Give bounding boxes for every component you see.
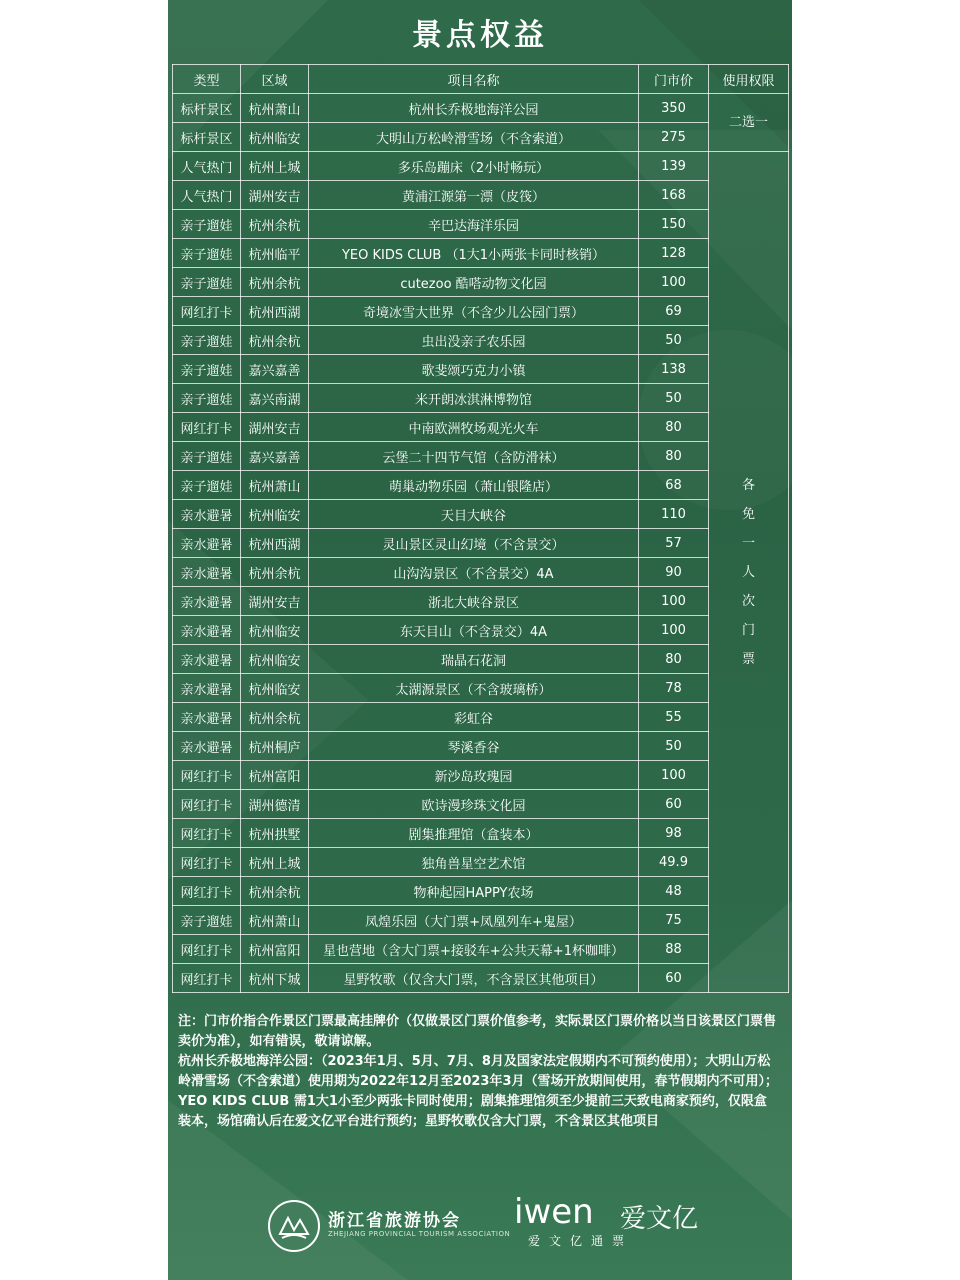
table-row xyxy=(173,935,789,964)
cell-price: 138 xyxy=(639,355,709,384)
cell-region: 杭州余杭 xyxy=(241,877,309,906)
table-row xyxy=(173,877,789,906)
cell-region: 嘉兴嘉善 xyxy=(241,355,309,384)
cell-project: cutezoo 酷嗒动物文化园 xyxy=(309,268,639,297)
table-row xyxy=(173,297,789,326)
cell-price: 150 xyxy=(639,210,709,239)
table-row xyxy=(173,384,789,413)
rights-each-free xyxy=(709,152,789,993)
cell-region: 湖州安吉 xyxy=(241,413,309,442)
cell-project: 彩虹谷 xyxy=(309,703,639,732)
rights-char: 次 xyxy=(741,593,755,609)
cell-type: 亲水避暑 xyxy=(173,732,241,761)
table-row xyxy=(173,268,789,297)
cell-project: 浙北大峡谷景区 xyxy=(309,587,639,616)
cell-price: 80 xyxy=(639,442,709,471)
cell-type: 网红打卡 xyxy=(173,848,241,877)
cell-region: 杭州余杭 xyxy=(241,210,309,239)
table-row xyxy=(173,732,789,761)
cell-region: 杭州桐庐 xyxy=(241,732,309,761)
cell-project: 剧集推理馆（盒装本） xyxy=(309,819,639,848)
cell-type: 亲水避暑 xyxy=(173,616,241,645)
rights-char: 各 xyxy=(741,477,755,493)
cell-price: 98 xyxy=(639,819,709,848)
cell-region: 杭州上城 xyxy=(241,848,309,877)
cell-type: 网红打卡 xyxy=(173,761,241,790)
table-row xyxy=(173,674,789,703)
cell-type: 亲水避暑 xyxy=(173,500,241,529)
rights-char: 免 xyxy=(741,506,755,522)
cell-project: 灵山景区灵山幻境（不含景交） xyxy=(309,529,639,558)
rights-char: 票 xyxy=(741,651,755,667)
cell-price: 275 xyxy=(639,123,709,152)
cell-project: 奇境冰雪大世界（不含少儿公园门票） xyxy=(309,297,639,326)
table-row xyxy=(173,819,789,848)
cell-region: 杭州萧山 xyxy=(241,471,309,500)
benefits-table xyxy=(172,64,789,993)
cell-price: 350 xyxy=(639,94,709,123)
rights-char: 一 xyxy=(741,535,755,551)
cell-project: 米开朗冰淇淋博物馆 xyxy=(309,384,639,413)
cell-project: 大明山万松岭滑雪场（不含索道） xyxy=(309,123,639,152)
cell-type: 网红打卡 xyxy=(173,935,241,964)
cell-price: 68 xyxy=(639,471,709,500)
table-row xyxy=(173,790,789,819)
cell-region: 湖州安吉 xyxy=(241,181,309,210)
cell-project: 东天目山（不含景交）4A xyxy=(309,616,639,645)
cell-region: 杭州上城 xyxy=(241,152,309,181)
cell-project: YEO KIDS CLUB （1大1小两张卡同时核销） xyxy=(309,239,639,268)
cell-type: 网红打卡 xyxy=(173,964,241,993)
cell-project: 中南欧洲牧场观光火车 xyxy=(309,413,639,442)
note-disclaimer: 注：门市价指合作景区门票最高挂牌价（仅做景区门票价值参考，实际景区门票价格以当日该景区门票售卖价为准），如有错误，敬请谅解。 xyxy=(178,1014,777,1049)
table-row xyxy=(173,906,789,935)
cell-type: 亲水避暑 xyxy=(173,703,241,732)
table-row xyxy=(173,616,789,645)
cell-type: 亲水避暑 xyxy=(173,645,241,674)
cell-project: 物种起园HAPPY农场 xyxy=(309,877,639,906)
cell-price: 80 xyxy=(639,645,709,674)
cell-project: 辛巴达海洋乐园 xyxy=(309,210,639,239)
cell-type: 亲水避暑 xyxy=(173,587,241,616)
cell-project: 星也营地（含大门票+接驳车+公共天幕+1杯咖啡） xyxy=(309,935,639,964)
cell-price: 100 xyxy=(639,268,709,297)
table-row xyxy=(173,239,789,268)
cell-price: 88 xyxy=(639,935,709,964)
table-row xyxy=(173,123,789,152)
cell-type: 亲子遛娃 xyxy=(173,326,241,355)
table-header-row xyxy=(173,65,789,94)
cell-project: 独角兽星空艺术馆 xyxy=(309,848,639,877)
cell-region: 杭州临安 xyxy=(241,674,309,703)
page-title: 景点权益 xyxy=(412,18,548,53)
cell-type: 网红打卡 xyxy=(173,819,241,848)
cell-region: 杭州下城 xyxy=(241,964,309,993)
cell-type: 亲子遛娃 xyxy=(173,355,241,384)
table-row xyxy=(173,210,789,239)
cell-type: 亲水避暑 xyxy=(173,558,241,587)
cell-project: 杭州长乔极地海洋公园 xyxy=(309,94,639,123)
cell-type: 亲子遛娃 xyxy=(173,906,241,935)
cell-region: 杭州余杭 xyxy=(241,326,309,355)
footer xyxy=(168,1190,792,1260)
cell-region: 杭州临安 xyxy=(241,616,309,645)
cell-type: 标杆景区 xyxy=(173,123,241,152)
cell-region: 杭州余杭 xyxy=(241,268,309,297)
cell-type: 亲子遛娃 xyxy=(173,384,241,413)
cell-price: 60 xyxy=(639,964,709,993)
cell-price: 75 xyxy=(639,906,709,935)
cell-region: 杭州余杭 xyxy=(241,558,309,587)
cell-type: 亲子遛娃 xyxy=(173,471,241,500)
table-row xyxy=(173,500,789,529)
cell-region: 杭州富阳 xyxy=(241,935,309,964)
cell-price: 50 xyxy=(639,326,709,355)
header-type: 类型 xyxy=(173,65,241,94)
header-rights: 使用权限 xyxy=(709,65,789,94)
cell-region: 杭州临安 xyxy=(241,123,309,152)
table-row xyxy=(173,181,789,210)
table-row xyxy=(173,587,789,616)
cell-price: 80 xyxy=(639,413,709,442)
cell-type: 网红打卡 xyxy=(173,877,241,906)
cell-region: 嘉兴南湖 xyxy=(241,384,309,413)
header-project: 项目名称 xyxy=(309,65,639,94)
cell-project: 新沙岛玫瑰园 xyxy=(309,761,639,790)
cell-project: 云堡二十四节气馆（含防滑袜） xyxy=(309,442,639,471)
poster xyxy=(168,0,792,1280)
cell-price: 110 xyxy=(639,500,709,529)
cell-project: 黄浦江源第一漂（皮筏） xyxy=(309,181,639,210)
cell-project: 山沟沟景区（不含景交）4A xyxy=(309,558,639,587)
cell-type: 亲水避暑 xyxy=(173,674,241,703)
rights-char: 门 xyxy=(741,622,755,638)
brand-subtitle: 爱文亿通票 xyxy=(528,1234,634,1248)
table-row xyxy=(173,645,789,674)
cell-type: 亲水避暑 xyxy=(173,529,241,558)
table-row xyxy=(173,355,789,384)
cell-type: 人气热门 xyxy=(173,152,241,181)
cell-price: 90 xyxy=(639,558,709,587)
cell-price: 50 xyxy=(639,732,709,761)
cell-project: 萌巢动物乐园（萧山银隆店） xyxy=(309,471,639,500)
table-row xyxy=(173,94,789,123)
notes xyxy=(178,1012,778,1132)
header-region: 区域 xyxy=(241,65,309,94)
cell-project: 瑞晶石花洞 xyxy=(309,645,639,674)
cell-price: 139 xyxy=(639,152,709,181)
cell-region: 杭州拱墅 xyxy=(241,819,309,848)
cell-project: 多乐岛蹦床（2小时畅玩） xyxy=(309,152,639,181)
cell-region: 杭州余杭 xyxy=(241,703,309,732)
cell-region: 杭州西湖 xyxy=(241,529,309,558)
rights-char: 人 xyxy=(741,564,755,580)
cell-region: 杭州富阳 xyxy=(241,761,309,790)
cell-price: 50 xyxy=(639,384,709,413)
table-row xyxy=(173,413,789,442)
header-price: 门市价 xyxy=(639,65,709,94)
cell-project: 凤煌乐园（大门票+凤凰列车+鬼屋） xyxy=(309,906,639,935)
cell-type: 网红打卡 xyxy=(173,413,241,442)
cell-price: 57 xyxy=(639,529,709,558)
cell-price: 48 xyxy=(639,877,709,906)
cell-project: 歌斐颂巧克力小镇 xyxy=(309,355,639,384)
table-row xyxy=(173,848,789,877)
table-row xyxy=(173,558,789,587)
cell-region: 湖州德清 xyxy=(241,790,309,819)
note-details: 杭州长乔极地海洋公园：（2023年1月、5月、7月、8月及国家法定假期内不可预约使用）；大明山万松岭滑雪场（不含索道）使用期为2022年12月至2023年3月（雪场开放期间使用，春节假期内不可用）；YEO KIDS CLUB 需1大1小至少两张卡同时使用；剧集推理馆须至少提前三天致电商家预约，仅限盒装本，场馆确认后在爱文亿平台进行预约；星野牧歌仅含大门票，不含景区其他项目 xyxy=(178,1054,779,1129)
cell-type: 亲子遛娃 xyxy=(173,442,241,471)
cell-type: 网红打卡 xyxy=(173,790,241,819)
cell-type: 网红打卡 xyxy=(173,297,241,326)
rights-choose-one: 二选一 xyxy=(709,94,789,152)
cell-project: 天目大峡谷 xyxy=(309,500,639,529)
cell-price: 100 xyxy=(639,616,709,645)
cell-region: 杭州临安 xyxy=(241,645,309,674)
table-row xyxy=(173,761,789,790)
cell-project: 太湖源景区（不含玻璃桥） xyxy=(309,674,639,703)
cell-type: 亲子遛娃 xyxy=(173,268,241,297)
brand-name: 爱文亿 xyxy=(620,1204,699,1234)
cell-price: 78 xyxy=(639,674,709,703)
cell-project: 欧诗漫珍珠文化园 xyxy=(309,790,639,819)
cell-type: 亲子遛娃 xyxy=(173,210,241,239)
table-row xyxy=(173,152,789,181)
cell-price: 100 xyxy=(639,761,709,790)
cell-price: 168 xyxy=(639,181,709,210)
cell-price: 60 xyxy=(639,790,709,819)
table-row xyxy=(173,529,789,558)
association-logo-icon xyxy=(268,1200,320,1252)
cell-price: 49.9 xyxy=(639,848,709,877)
table-row xyxy=(173,326,789,355)
cell-region: 杭州西湖 xyxy=(241,297,309,326)
cell-region: 嘉兴嘉善 xyxy=(241,442,309,471)
cell-project: 虫出没亲子农乐园 xyxy=(309,326,639,355)
cell-price: 128 xyxy=(639,239,709,268)
table-body xyxy=(173,94,789,993)
cell-region: 杭州萧山 xyxy=(241,906,309,935)
table-row xyxy=(173,442,789,471)
cell-region: 湖州安吉 xyxy=(241,587,309,616)
cell-region: 杭州萧山 xyxy=(241,94,309,123)
association-name-en: ZHEJIANG PROVINCIAL TOURISM ASSOCIATION xyxy=(328,1230,511,1238)
cell-project: 星野牧歌（仅含大门票，不含景区其他项目） xyxy=(309,964,639,993)
cell-project: 琴溪香谷 xyxy=(309,732,639,761)
cell-type: 标杆景区 xyxy=(173,94,241,123)
table-row xyxy=(173,471,789,500)
brand-logo-text: iwen xyxy=(514,1192,594,1232)
cell-type: 人气热门 xyxy=(173,181,241,210)
table-row xyxy=(173,964,789,993)
cell-region: 杭州临平 xyxy=(241,239,309,268)
cell-price: 69 xyxy=(639,297,709,326)
cell-type: 亲子遛娃 xyxy=(173,239,241,268)
cell-region: 杭州临安 xyxy=(241,500,309,529)
cell-price: 100 xyxy=(639,587,709,616)
association-name: 浙江省旅游协会 xyxy=(328,1211,461,1231)
cell-price: 55 xyxy=(639,703,709,732)
table-row xyxy=(173,703,789,732)
